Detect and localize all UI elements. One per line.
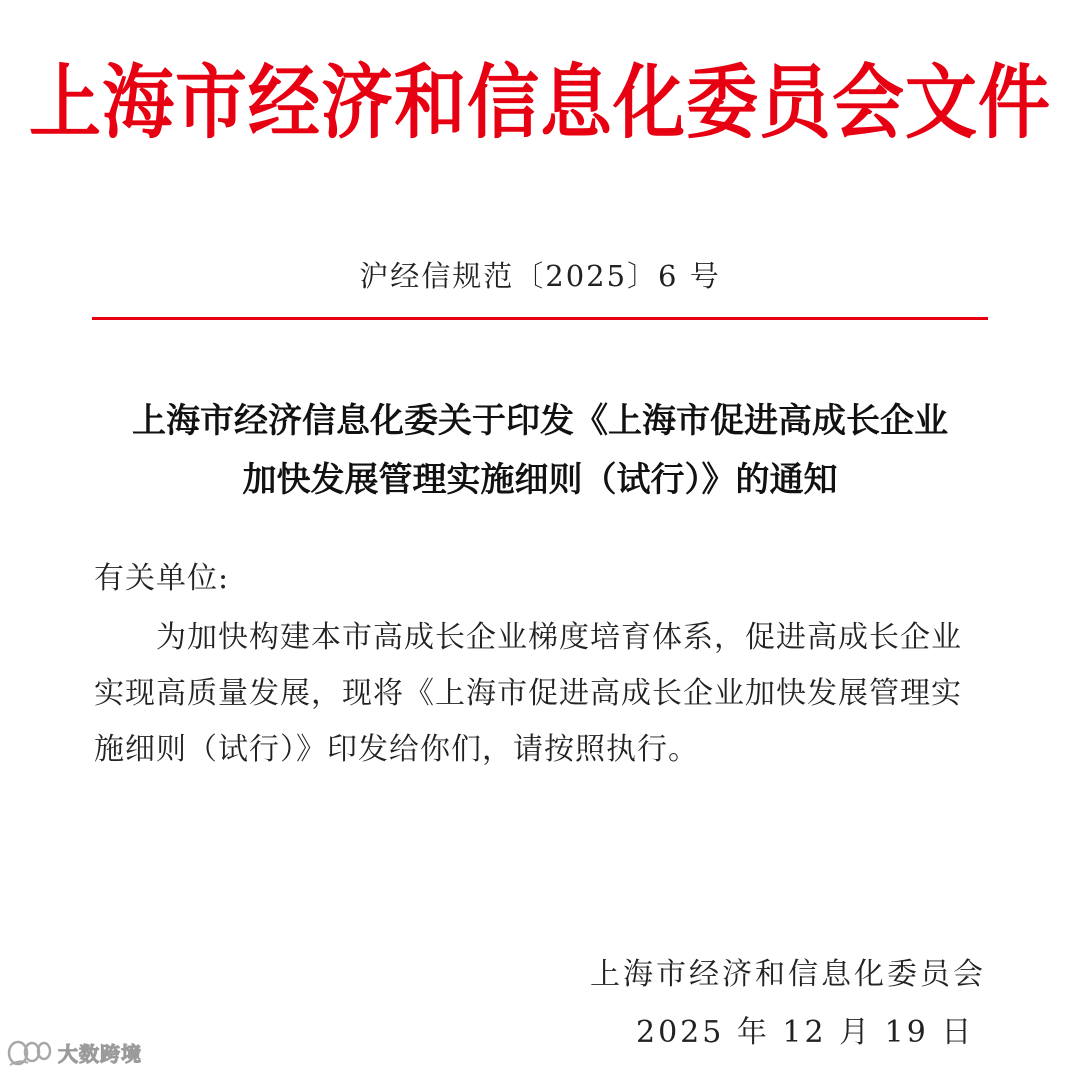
- header-divider: [92, 317, 988, 320]
- body-line-3: 施细则（试行）》印发给你们，请按照执行。: [94, 732, 699, 767]
- body-paragraph: [94, 610, 994, 778]
- body-line-2: 实现高质量发展，现将《上海市促进高成长企业加快发展管理实: [94, 676, 962, 711]
- watermark: [6, 1036, 142, 1068]
- title-line-1: 上海市经济信息化委关于印发《上海市促进高成长企业: [132, 401, 948, 441]
- brand-logo-icon: [6, 1037, 52, 1067]
- body-line-1: 为加快构建本市高成长企业梯度培育体系，促进高成长企业: [156, 620, 962, 655]
- signature-date: 2025 年 12 月 19 日: [636, 1015, 975, 1050]
- watermark-text: 大数跨境: [58, 1041, 142, 1066]
- signature-organization: 上海市经济和信息化委员会: [590, 957, 986, 992]
- document-header-title: 上海市经济和信息化委员会文件: [28, 54, 1051, 150]
- title-line-2: 加快发展管理实施细则（试行）》的通知: [242, 460, 838, 500]
- document-title: [60, 392, 1020, 510]
- document-number: 沪经信规范〔2025〕6 号: [359, 259, 721, 293]
- salutation: 有关单位:: [94, 561, 230, 596]
